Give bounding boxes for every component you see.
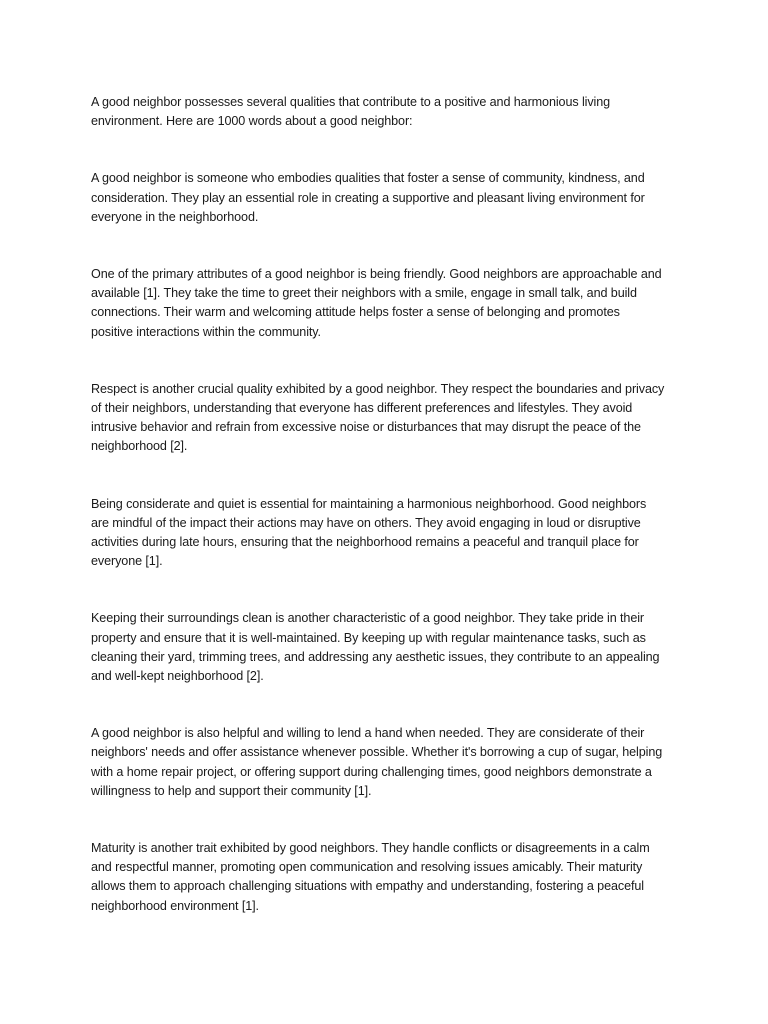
paragraph-friendly: One of the primary attributes of a good neighbor is being friendly. Good neighbors are approachable and available [1]. They take the time to greet their neighbors with a smile, engage in small talk, and build connections. Their warm and welcoming attitude helps foster a sense of belonging and promotes positive interactions within the community.	[91, 267, 662, 339]
paragraph-definition: A good neighbor is someone who embodies qualities that foster a sense of community, kindness, and consideration. They play an essential role in creating a supportive and pleasant living environment for everyone in the neighborhood.	[91, 171, 645, 224]
document-body	[91, 93, 681, 954]
paragraph-clean: Keeping their surroundings clean is another characteristic of a good neighbor. They take pride in their property and ensure that it is well-maintained. By keeping up with regular maintenance tasks, such as cleaning their yard, trimming trees, and addressing any aesthetic issues, they contribute to an appealing and well-kept neighborhood [2].	[91, 611, 660, 684]
paragraph-maturity: Maturity is another trait exhibited by good neighbors. They handle conflicts or disagreements in a calm and respectful manner, promoting open communication and resolving issues amicably. Their maturity allows them to approach challenging situations with empathy and understanding, fostering a peaceful neighborhood environment [1].	[91, 841, 650, 913]
paragraph-respect: Respect is another crucial quality exhibited by a good neighbor. They respect the boundaries and privacy of their neighbors, understanding that everyone has different preferences and lifestyles. They avoid intrusive behavior and refrain from excessive noise or disturbances that may disrupt the peace of the neighborhood [2].	[91, 381, 665, 454]
paragraph-considerate: Being considerate and quiet is essential for maintaining a harmonious neighborhood. Good neighbors are mindful of the impact their actions may have on others. They avoid engaging in loud or disruptive activities during late hours, ensuring that the neighborhood remains a peaceful and tranquil place for everyone [1].	[91, 496, 647, 569]
paragraph-intro: A good neighbor possesses several qualities that contribute to a positive and harmonious living environment. Here are 1000 words about a good neighbor:	[91, 95, 611, 129]
paragraph-helpful: A good neighbor is also helpful and willing to lend a hand when needed. They are considerate of their neighbors' needs and offer assistance whenever possible. Whether it's borrowing a cup of sugar, helping with a home repair project, or offering support during challenging times, good neighbors demonstrate a willingness to help and support their community [1].	[91, 726, 663, 798]
